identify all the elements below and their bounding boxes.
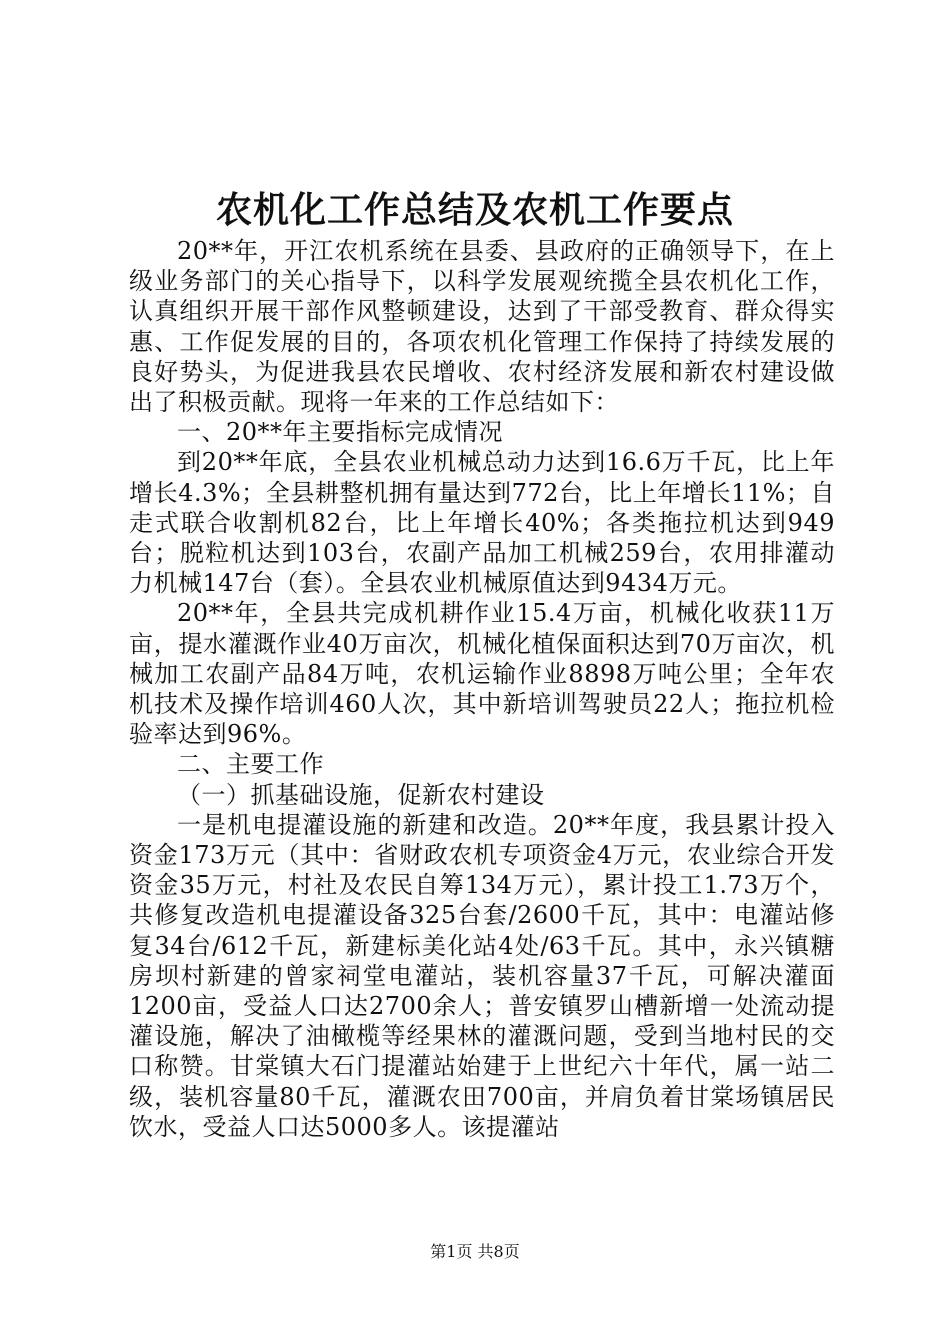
- document-body: [129, 236, 835, 1142]
- section-heading-2: 二、主要工作: [177, 750, 324, 779]
- page-number: 第1页 共8页: [430, 1242, 520, 1261]
- paragraph-operations-stats: 20**年，全县共完成机耕作业15.4万亩，机械化收获11万亩，提水灌溉作业40万亩次，机械化植保面积达到70万亩次，机械加工农副产品84万吨，农机运输作业8898万吨公里；全年农机技术及操作培训460人次，其中新培训驾驶员22人；拖拉机检验率达到96%。: [129, 599, 835, 749]
- paragraph-machinery-stats: 到20**年底，全县农业机械总动力达到16.6万千瓦，比上年增长4.3%；全县耕整机拥有量达到772台，比上年增长11%；自走式联合收割机82台，比上年增长40%；各类拖拉机达到949台；脱粒机达到103台，农副产品加工机械259台，农用排灌动力机械147台（套）。全县农业机械原值达到9434万元。: [129, 448, 835, 598]
- subsection-heading-1: （一）抓基础设施，促新农村建设: [177, 780, 545, 809]
- document-title: 农机化工作总结及农机工作要点: [215, 189, 734, 231]
- paragraph-irrigation: 一是机电提灌设施的新建和改造。20**年度，我县累计投入资金173万元（其中：省财政农机专项资金4万元，农业综合开发资金35万元，村社及农民自筹134万元），累计投工1.73万个，共修复改造机电提灌设备325台套/2600千瓦，其中：电灌站修复34台/612千瓦，新建标美化站4处/63千瓦。其中，永兴镇糖房坝村新建的曾家祠堂电灌站，装机容量37千瓦，可解决灌面1200亩，受益人口达2700余人；普安镇罗山槽新增一处流动提灌设施，解决了油橄榄等经果林的灌溉问题，受到当地村民的交口称赞。甘棠镇大石门提灌站始建于上世纪六十年代，属一站二级，装机容量80千瓦，灌溉农田700亩，并肩负着甘棠场镇居民饮水，受益人口达5000多人。该提灌站: [129, 810, 835, 1141]
- paragraph-intro: 20**年，开江农机系统在县委、县政府的正确领导下，在上级业务部门的关心指导下，以科学发展观统揽全县农机化工作，认真组织开展干部作风整顿建设，达到了干部受教育、群众得实惠、工作促发展的目的，各项农机化管理工作保持了持续发展的良好势头，为促进我县农民增收、农村经济发展和新农村建设做出了积极贡献。现将一年来的工作总结如下：: [129, 237, 835, 417]
- section-heading-1: 一、20**年主要指标完成情况: [177, 418, 504, 447]
